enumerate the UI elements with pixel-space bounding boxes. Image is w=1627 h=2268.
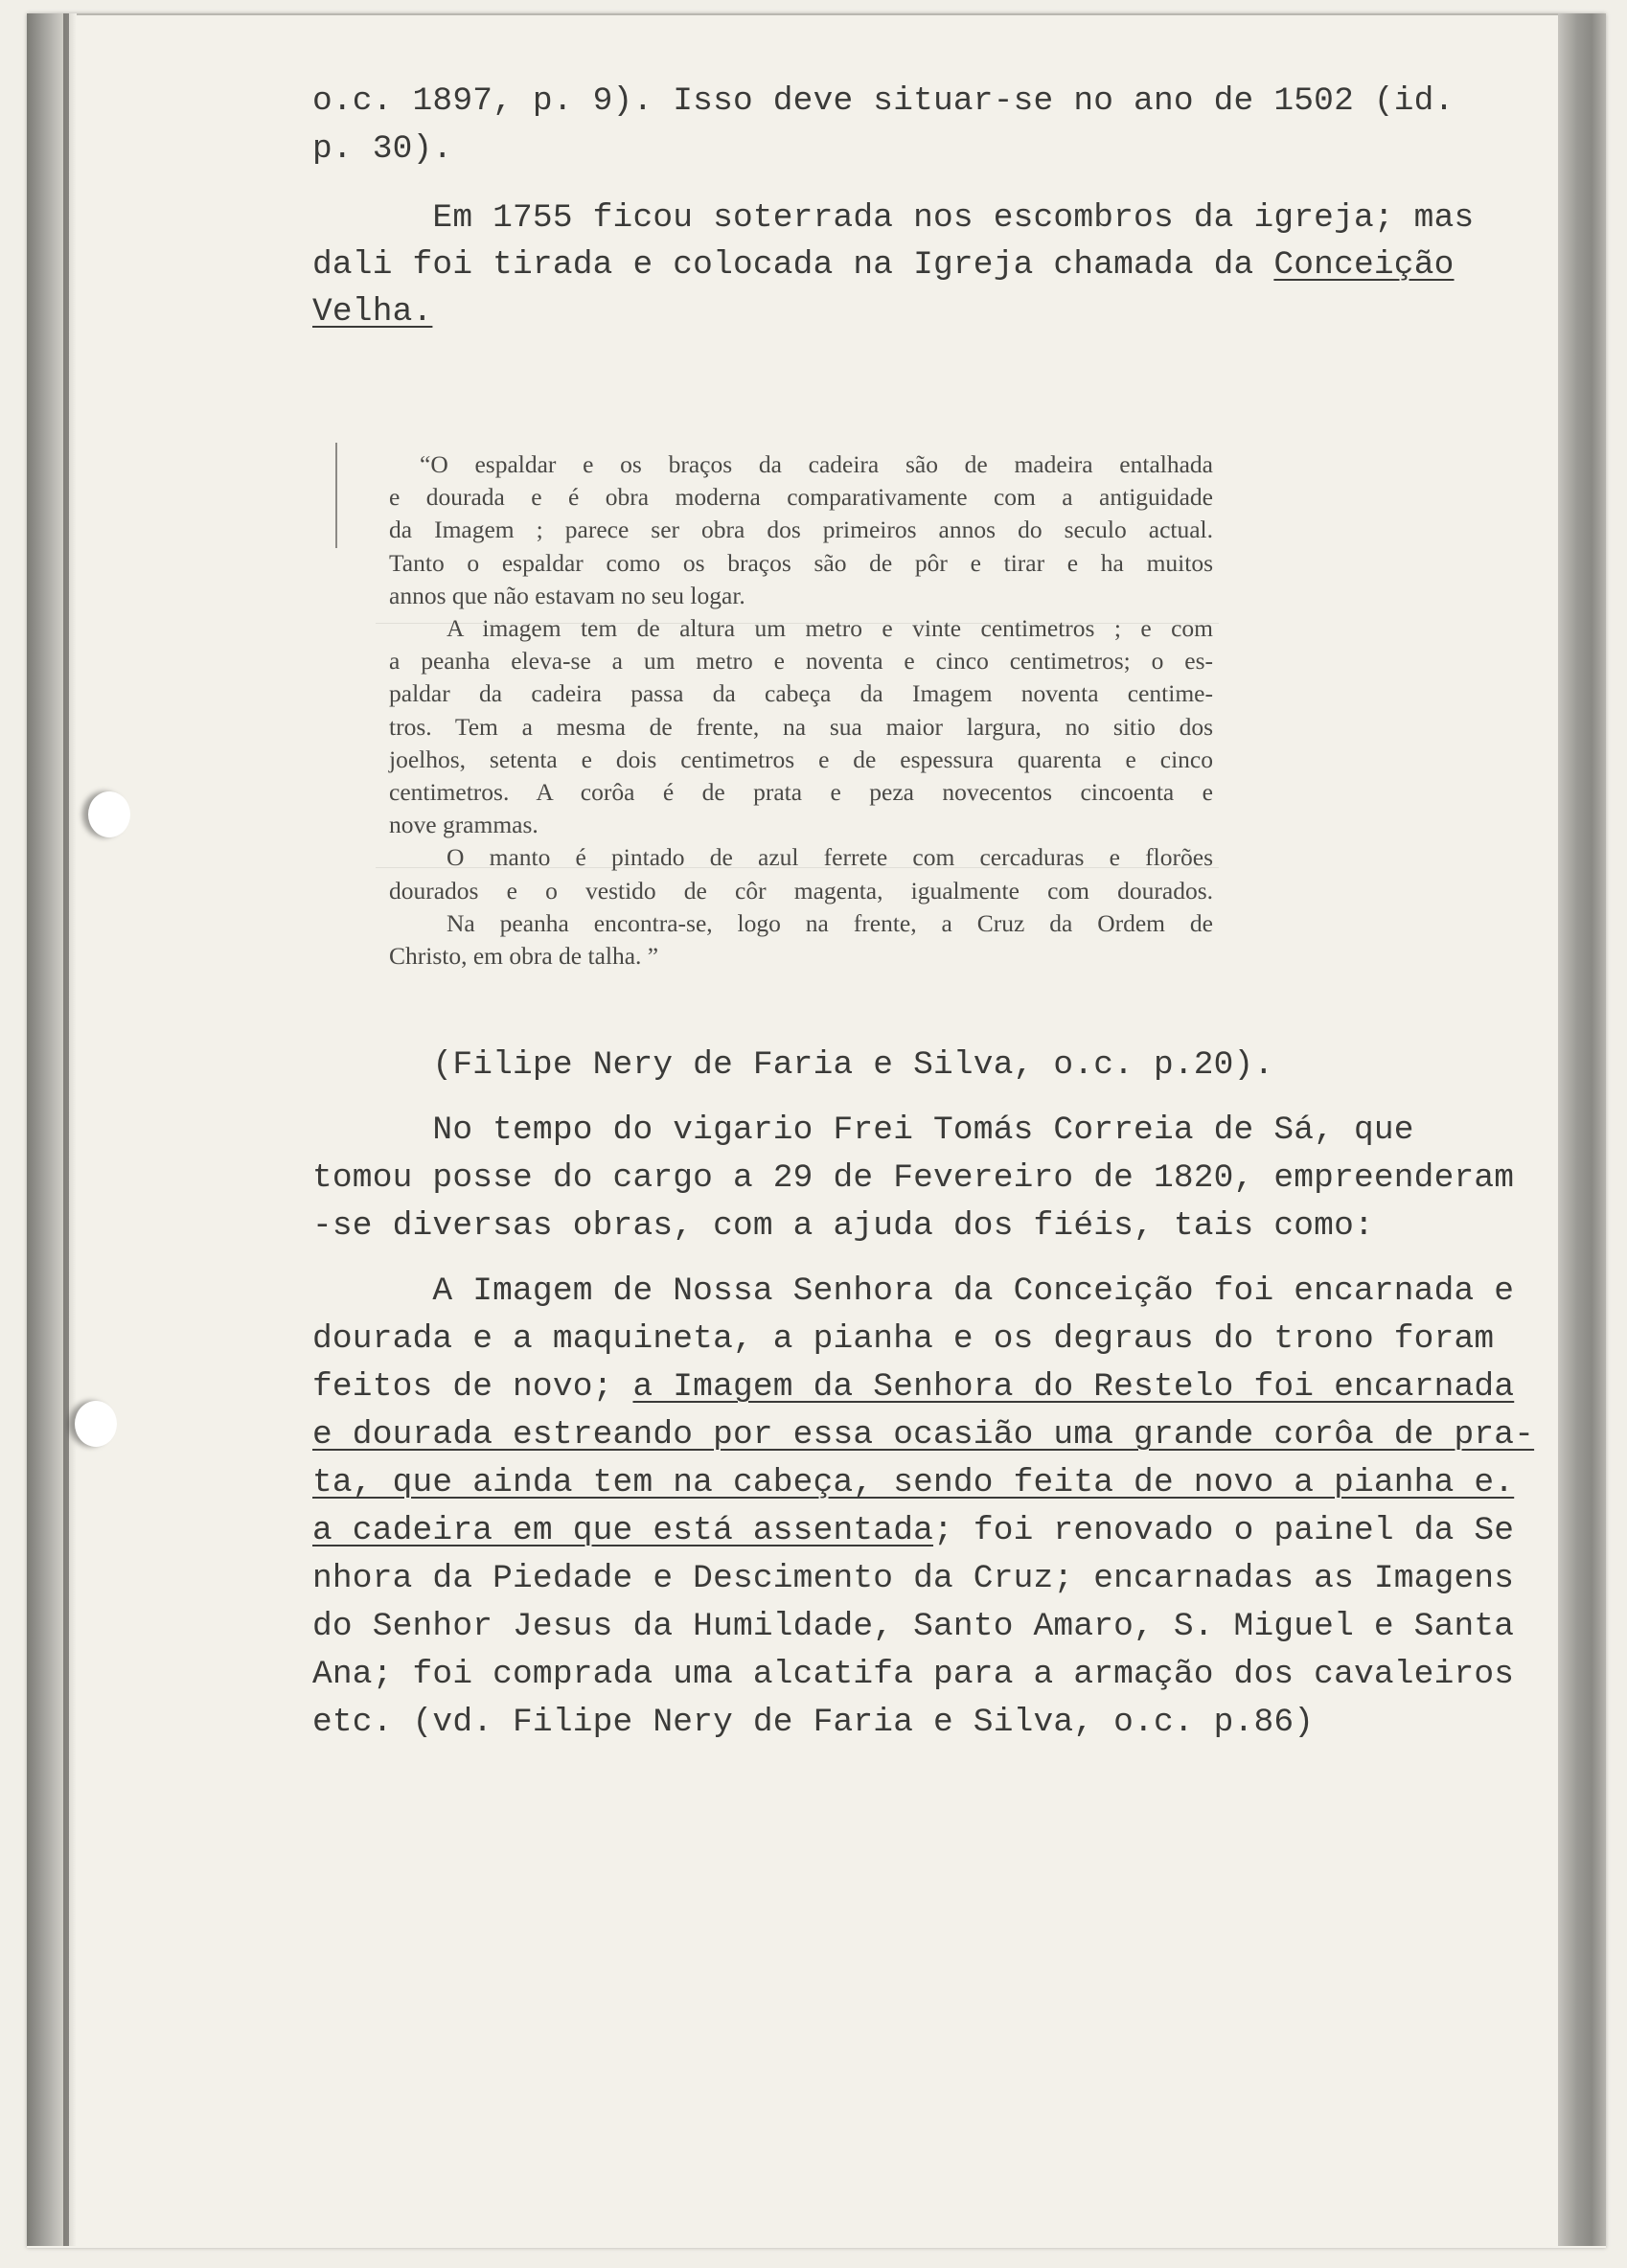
quote-line: O manto é pintado de azul ferrete com cercaduras e florões: [447, 843, 1213, 872]
margin-mark: [335, 443, 337, 548]
text-line: Em 1755 ficou soterrada nos escombros da igreja; mas: [312, 199, 1475, 237]
underlined-text: Velha.: [312, 293, 433, 331]
binding-edge-left: [27, 13, 77, 2246]
text-segment: dali foi tirada e colocada na Igreja chamada da: [312, 246, 1274, 284]
text-line: [312, 1464, 1514, 1501]
text-line: [312, 293, 432, 331]
text-line: -se diversas obras, com a ajuda dos fiéis, tais como:: [312, 1207, 1374, 1245]
text-line: [312, 1512, 1514, 1549]
underlined-text: ta, que ainda tem na cabeça, sendo feita de novo a pianha e.: [312, 1464, 1515, 1501]
quote-line: dourados e o vestido de côr magenta, igualmente com dourados.: [389, 876, 1213, 905]
underlined-text: e dourada estreando por essa ocasião uma grande corôa de pra-: [312, 1416, 1535, 1454]
quote-line: “O espaldar e os braços da cadeira são de madeira entalhada: [420, 450, 1213, 478]
quoted-excerpt: [389, 448, 1213, 973]
text-line: [312, 246, 1455, 284]
quote-line: Na peanha encontra-se, logo na frente, a Cruz da Ordem de: [447, 908, 1213, 937]
quote-line: centimetros. A corôa é de prata e peza novecentos cincoenta e: [389, 778, 1213, 807]
quote-line: annos que não estavam no seu logar.: [389, 581, 745, 609]
underlined-text: a cadeira em que está assentada: [312, 1512, 934, 1549]
quote-line: nove grammas.: [389, 811, 539, 839]
punch-hole-icon: [88, 791, 130, 837]
quote-line: joelhos, setenta e dois centimetros e de espessura quarenta e cinco: [389, 745, 1213, 773]
quote-line: Tanto o espaldar como os braços são de pôr e tirar e ha muitos: [389, 548, 1213, 577]
citation: (Filipe Nery de Faria e Silva, o.c. p.20).: [312, 1046, 1274, 1084]
quote-line: da Imagem ; parece ser obra dos primeiros annos do seculo actual.: [389, 515, 1213, 544]
quote-line: paldar da cadeira passa da cabeça da Imagem noventa centime-: [389, 679, 1213, 708]
binding-edge-right: [1558, 13, 1606, 2246]
quote-line: Christo, em obra de talha. ”: [389, 942, 659, 971]
quote-line: e dourada e é obra moderna comparativamente com a antiguidade: [389, 483, 1213, 512]
text-line: o.c. 1897, p. 9). Isso deve situar-se no ano de 1502 (id.: [312, 82, 1455, 120]
punch-hole-icon: [75, 1401, 117, 1447]
underlined-text: Conceição: [1273, 246, 1455, 284]
quote-line: tros. Tem a mesma de frente, na sua maior largura, no sitio dos: [389, 712, 1213, 741]
quote-line: A imagem tem de altura um metro e vinte centimetros ; e com: [447, 614, 1213, 643]
text-line: dourada e a maquineta, a pianha e os degraus do trono foram: [312, 1320, 1495, 1358]
text-segment: ; foi renovado o painel da Se: [933, 1512, 1515, 1549]
text-line: tomou posse do cargo a 29 de Fevereiro de 1820, empreenderam: [312, 1159, 1515, 1197]
text-line: No tempo do vigario Frei Tomás Correia de Sá, que: [312, 1111, 1414, 1149]
text-segment: feitos de novo;: [312, 1368, 633, 1406]
text-line: p. 30).: [312, 130, 453, 168]
text-line: nhora da Piedade e Descimento da Cruz; encarnadas as Imagens: [312, 1560, 1515, 1597]
text-line: Ana; foi comprada uma alcatifa para a armação dos cavaleiros: [312, 1656, 1515, 1693]
quote-line: a peanha eleva-se a um metro e noventa e cinco centimetros; o es-: [389, 647, 1213, 676]
text-line: [312, 1368, 1514, 1406]
text-line: do Senhor Jesus da Humildade, Santo Amaro, S. Miguel e Santa: [312, 1608, 1515, 1645]
text-line: etc. (vd. Filipe Nery de Faria e Silva, o.c. p.86): [312, 1704, 1315, 1741]
underlined-text: a Imagem da Senhora do Restelo foi encarnada: [632, 1368, 1515, 1406]
text-line: [312, 1416, 1534, 1454]
text-line: A Imagem de Nossa Senhora da Conceição foi encarnada e: [312, 1272, 1515, 1310]
